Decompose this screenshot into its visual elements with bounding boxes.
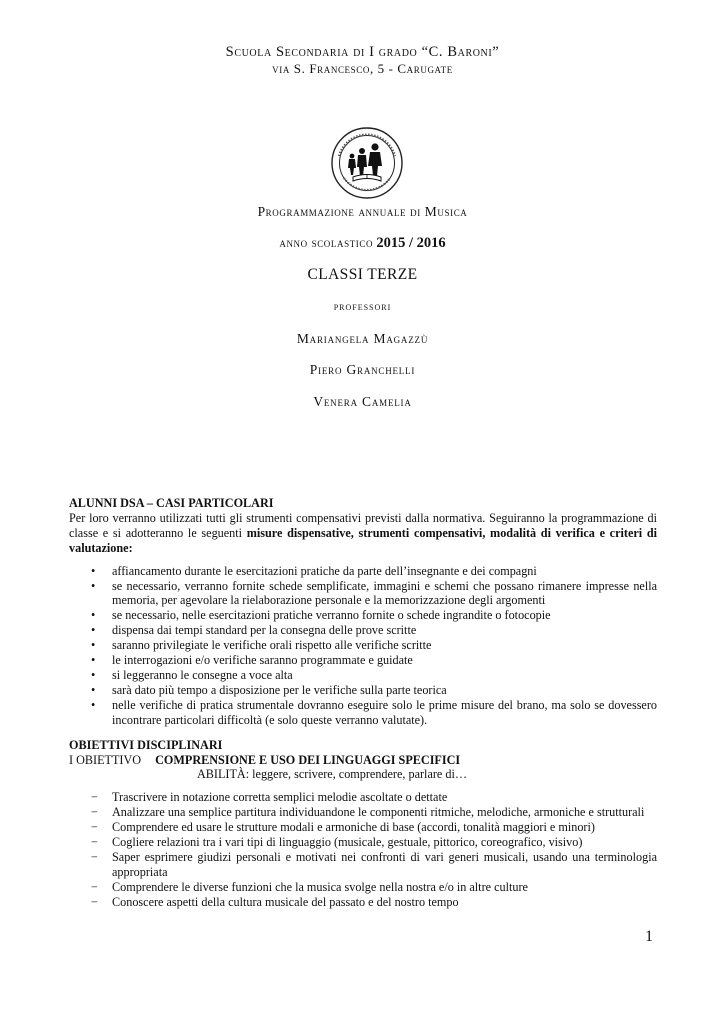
dsa-measures-list (69, 564, 657, 728)
school-year (0, 235, 725, 252)
document-body (69, 496, 657, 910)
school-name: Scuola Secondaria di I grado “C. Baroni” (225, 44, 500, 60)
list-item: − Comprendere ed usare le strutture modali e armoniche di base (accordi, tonalità maggiori e minori) (69, 820, 657, 835)
professors-heading: professori (333, 301, 392, 313)
school-year-value: 2015 / 2016 (376, 235, 446, 251)
list-item: • dispensa dai tempi standard per la consegna delle prove scritte (69, 623, 657, 638)
list-item: − Conoscere aspetti della cultura musicale del passato e del nostro tempo (69, 895, 657, 910)
professor-name: Piero Granchelli (309, 362, 416, 377)
list-item: • se necessario, nelle esercitazioni pratiche verranno fornite o schede ingrandite o fotocopie (69, 608, 657, 623)
list-item: − Cogliere relazioni tra i vari tipi di linguaggio (musicale, gestuale, pittorico, coreografico, visivo) (69, 835, 657, 850)
list-item: • sarà dato più tempo a disposizione per le verifiche sulla parte teorica (69, 683, 657, 698)
list-item: • si leggeranno le consegne a voce alta (69, 668, 657, 683)
classes-title: CLASSI TERZE (307, 266, 418, 283)
professor-name: Venera Camelia (313, 394, 412, 409)
dsa-intro-bold: misure dispensative, strumenti compensativi, modalità di verifica e criteri di valutazione: (69, 525, 658, 555)
first-objective (69, 753, 657, 768)
list-item: • saranno privilegiate le verifiche orali rispetto alle verifiche scritte (69, 638, 657, 653)
dsa-intro-text: Per loro verranno utilizzati tutti gli strumenti compensativi previsti dalla normativa. Seguiranno la programmazione di classe e si adotteranno le seguenti (69, 510, 657, 540)
list-item: • affiancamento durante le esercitazioni pratiche da parte dell’insegnante e dei compagni (69, 564, 657, 579)
dsa-heading: ALUNNI DSA – CASI PARTICOLARI (69, 496, 274, 510)
list-item: − Analizzare una semplice partitura individuandone le componenti ritmiche, melodiche, armoniche e strutturali (69, 805, 657, 820)
professor-name: Mariangela Magazzù (296, 331, 429, 346)
first-objective-label: I OBIETTIVO (69, 752, 142, 767)
list-item: − Trascrivere in notazione corretta semplici melodie ascoltate o dettate (69, 790, 657, 805)
first-objective-title: COMPRENSIONE E USO DEI LINGUAGGI SPECIFICI (155, 752, 461, 767)
objectives-heading: OBIETTIVI DISCIPLINARI (69, 737, 223, 752)
objectives-list (69, 790, 657, 909)
list-item: − Saper esprimere giudizi personali e motivati nei confronti di vari generi musicali, usando una terminologia appropriata (69, 850, 657, 880)
school-address: via S. Francesco, 5 - Carugate (272, 61, 453, 76)
list-item: − Comprendere le diverse funzioni che la musica svolge nella nostra e/o in altre culture (69, 880, 657, 895)
school-year-label: anno scolastico (279, 235, 374, 250)
page-number: 1 (645, 928, 653, 945)
list-item: • nelle verifiche di pratica strumentale dovranno eseguire solo le prime misure del brano, ma solo se dovessero incontrare particolari difficoltà (e solo queste verranno valutate). (69, 698, 657, 728)
abilities-line: ABILITÀ: leggere, scrivere, comprendere, parlare di… (197, 767, 468, 782)
list-item: • se necessario, verranno fornite schede semplificate, immagini e schemi che possano rimanere impresse nella memoria, per agevolare la rielaborazione personale e la memorizzazione degli argomenti (69, 579, 657, 609)
programme-title: Programmazione annuale di Musica (257, 204, 468, 219)
dsa-intro (69, 511, 657, 556)
school-logo-icon (330, 126, 404, 200)
list-item: • le interrogazioni e/o verifiche saranno programmate e guidate (69, 653, 657, 668)
